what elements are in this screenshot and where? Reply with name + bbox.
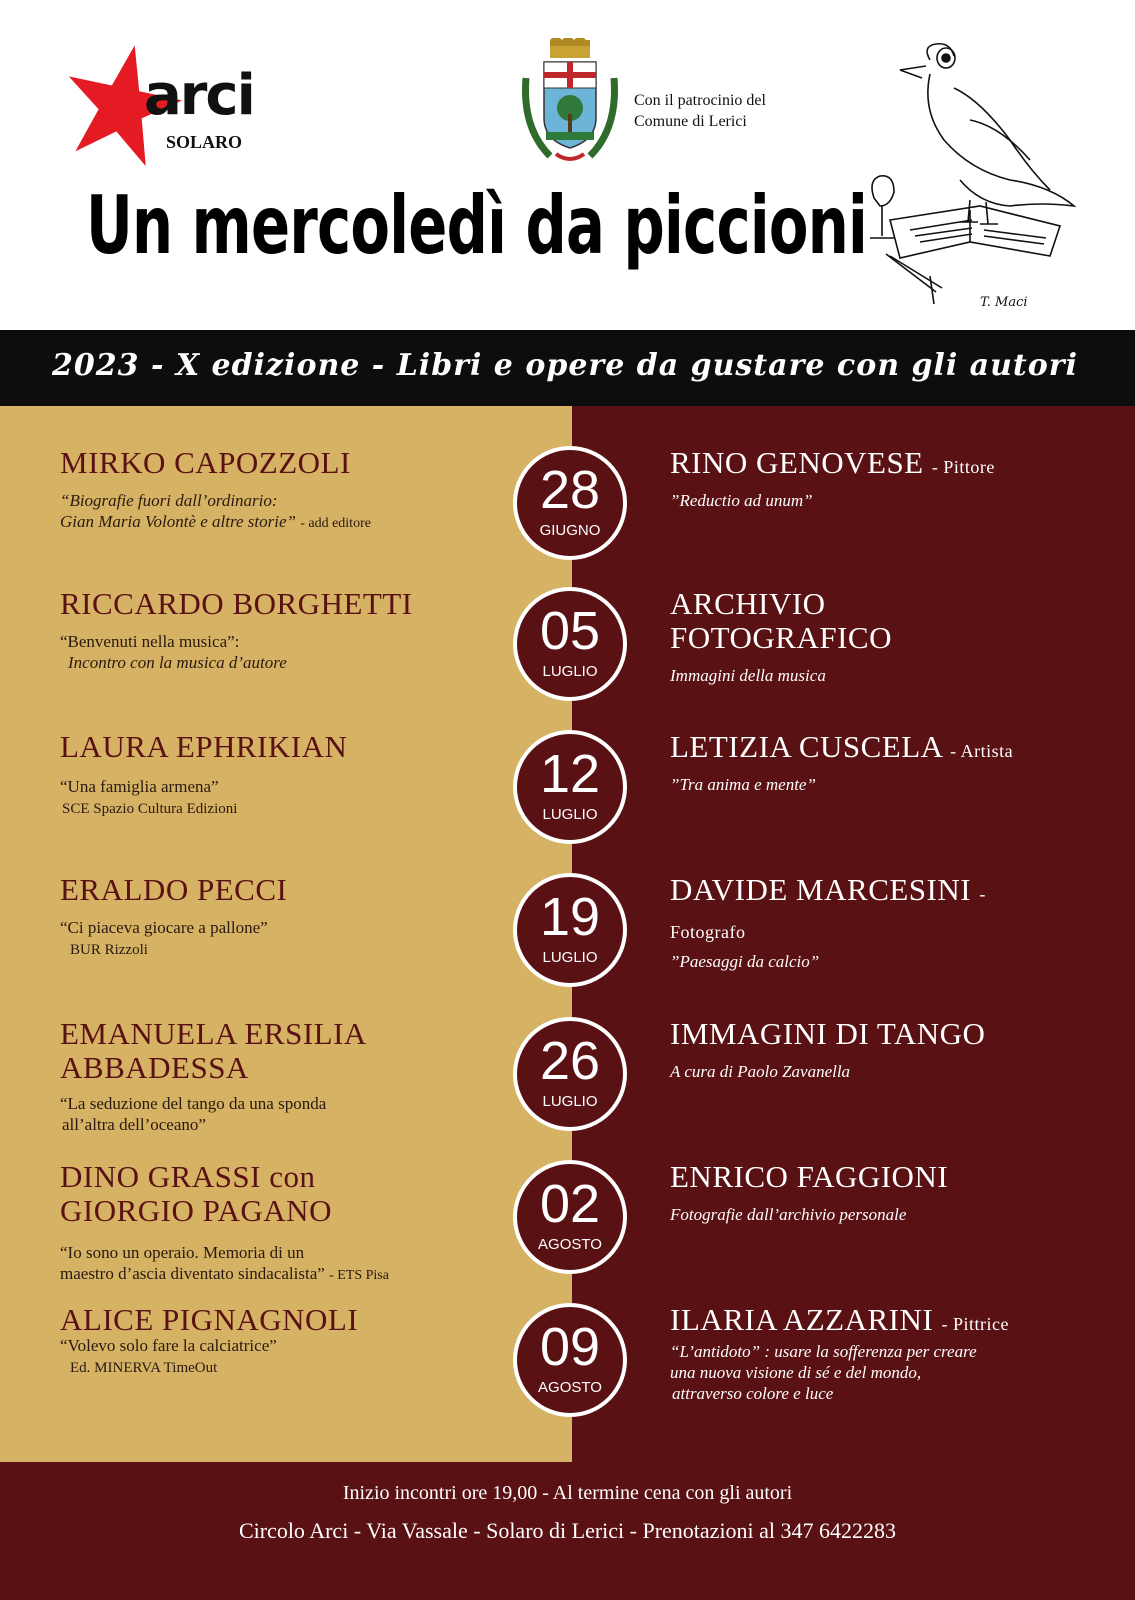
date-badge — [513, 1017, 627, 1131]
artist-label: RINO GENOVESE — [670, 445, 924, 480]
book-title — [60, 490, 371, 534]
work-line: una nuova visione di sé e del mondo, — [670, 1363, 922, 1382]
book-line: “Volevo solo fare la calciatrice” — [60, 1336, 277, 1355]
book-title — [60, 917, 268, 961]
artist-name: ENRICO FAGGIONI — [670, 1159, 949, 1194]
book-title — [60, 1093, 326, 1135]
artist-label: ILARIA AZZARINI — [670, 1302, 934, 1337]
page-title: Un mercoledì da piccioni — [86, 179, 868, 272]
logo-place: SOLARO — [166, 132, 243, 152]
footer-venue: Circolo Arci - Via Vassale - Solaro di Lerici - Prenotazioni al 347 6422283 — [238, 1518, 897, 1543]
banner-text: 2023 - X edizione - Libri e opere da gustare con gli autori — [52, 348, 1078, 383]
publisher: - add editore — [300, 516, 371, 531]
author-name: MIRKO CAPOZZOLI — [60, 445, 351, 480]
date-day: 12 — [539, 744, 601, 804]
edition-banner — [0, 330, 1135, 406]
footer-schedule: Inizio incontri ore 19,00 - Al termine cena con gli autori — [342, 1482, 793, 1504]
artist-name: IMMAGINI DI TANGO — [670, 1016, 986, 1051]
date-day: 26 — [539, 1031, 601, 1091]
publisher: Ed. MINERVA TimeOut — [70, 1360, 218, 1376]
date-month: LUGLIO — [542, 663, 598, 680]
book-title — [60, 776, 237, 820]
artist-role: - Pittrice — [941, 1314, 1009, 1334]
date-day: 05 — [539, 601, 601, 661]
work-title: A cura di Paolo Zavanella — [670, 1062, 851, 1081]
work-title — [670, 1341, 977, 1404]
date-month: LUGLIO — [542, 949, 598, 966]
book-line: “Biografie fuori dall’ordinario: — [60, 491, 278, 510]
date-month: LUGLIO — [542, 806, 598, 823]
work-title: Fotografie dall’archivio personale — [670, 1205, 907, 1224]
date-day: 02 — [539, 1174, 601, 1234]
date-badge — [513, 730, 627, 844]
artist-label: LETIZIA CUSCELA — [670, 729, 942, 764]
publisher: - ETS Pisa — [329, 1268, 389, 1283]
work-title: Immagini della musica — [670, 666, 826, 685]
artist-name — [670, 730, 1013, 768]
date-badge — [513, 1160, 627, 1274]
artist-name — [670, 873, 1010, 949]
arci-logo — [62, 40, 262, 175]
event-row — [0, 1160, 1135, 1300]
artist-role: - Artista — [950, 741, 1014, 761]
event-row — [0, 730, 1135, 870]
artist-name — [670, 446, 995, 484]
book-line: “Io sono un operaio. Memoria di un — [60, 1243, 305, 1262]
footer — [0, 1462, 1135, 1600]
author-name: EMANUELA ERSILIA ABBADESSA — [60, 1016, 366, 1085]
logo-brand: arci — [144, 63, 254, 128]
book-line: Gian Maria Volontè e altre storie” — [60, 512, 296, 531]
date-day: 19 — [539, 887, 601, 947]
book-title — [60, 1335, 277, 1379]
artist-role: - Pittore — [931, 457, 995, 477]
date-day: 09 — [539, 1317, 601, 1377]
author-name: LAURA EPHRIKIAN — [60, 729, 348, 764]
author-name: ALICE PIGNAGNOLI — [60, 1302, 359, 1337]
event-row — [0, 1303, 1135, 1443]
book-line: “La seduzione del tango da una sponda — [60, 1094, 327, 1113]
date-day: 28 — [539, 460, 601, 520]
event-row — [0, 873, 1135, 1013]
book-line: “Benvenuti nella musica”: — [60, 632, 240, 651]
date-month: LUGLIO — [542, 1093, 598, 1110]
author-name: ERALDO PECCI — [60, 872, 288, 907]
author-name: RICCARDO BORGHETTI — [60, 586, 413, 621]
date-month: GIUGNO — [539, 522, 601, 539]
work-title: ”Paesaggi da calcio” — [670, 952, 820, 971]
book-line: “Una famiglia armena” — [60, 777, 219, 796]
patronage-text — [634, 90, 766, 132]
author-name: DINO GRASSI con GIORGIO PAGANO — [60, 1159, 332, 1228]
publisher: BUR Rizzoli — [70, 942, 148, 958]
event-row — [0, 446, 1135, 586]
publisher: SCE Spazio Cultura Edizioni — [62, 801, 238, 817]
poster-header — [0, 0, 1135, 330]
artist-name: ARCHIVIO FOTOGRAFICO — [670, 586, 892, 655]
patronage-line-1: Con il patrocinio del — [634, 92, 766, 109]
book-title — [60, 1242, 389, 1286]
work-title: ”Reductio ad unum” — [670, 491, 813, 510]
date-badge — [513, 587, 627, 701]
artist-name — [670, 1303, 1009, 1341]
work-line: attraverso colore e luce — [672, 1384, 834, 1403]
book-line: “Ci piaceva giocare a pallone” — [60, 918, 268, 937]
date-badge — [513, 873, 627, 987]
artist-signature: T. Maci — [980, 295, 1028, 310]
work-line: “L’antidoto” : usare la sofferenza per creare — [670, 1342, 977, 1361]
date-badge — [513, 1303, 627, 1417]
book-line: Incontro con la musica d’autore — [68, 653, 287, 672]
date-month: AGOSTO — [538, 1379, 602, 1396]
event-row — [0, 587, 1135, 727]
work-title: ”Tra anima e mente” — [670, 775, 816, 794]
book-line: maestro d’ascia diventato sindacalista” — [60, 1264, 325, 1283]
event-row — [0, 1017, 1135, 1157]
date-badge — [513, 446, 627, 560]
book-line: all’altra dell’oceano” — [62, 1115, 206, 1134]
artist-role: - Fotografo — [670, 884, 986, 942]
comune-crest-icon — [520, 38, 620, 170]
patronage-line-2: Comune di Lerici — [634, 113, 747, 130]
date-month: AGOSTO — [538, 1236, 602, 1253]
artist-label: DAVIDE MARCESINI — [670, 872, 972, 907]
pigeon-illustration — [860, 30, 1090, 320]
book-title — [60, 631, 287, 673]
